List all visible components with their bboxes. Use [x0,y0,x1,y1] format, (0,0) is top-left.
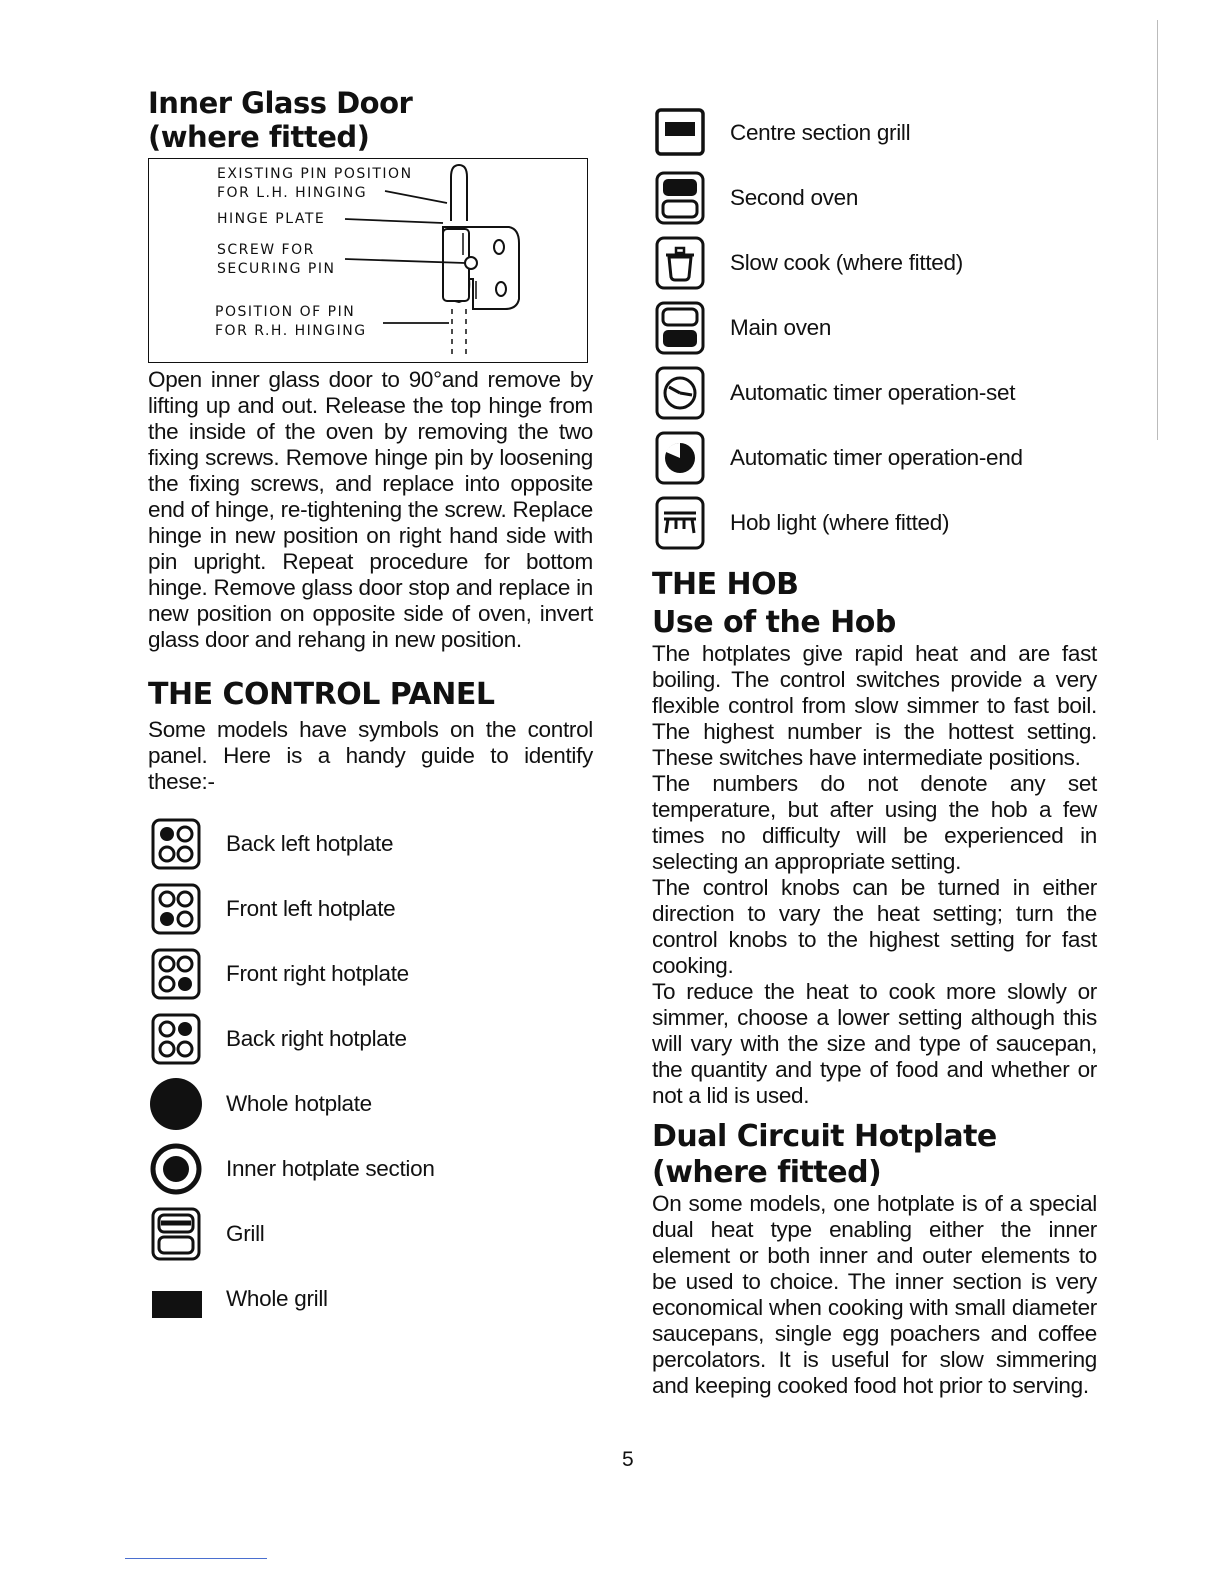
hob-title: THE HOB [652,567,799,602]
symbol-row [652,295,1097,360]
control-panel-intro: Some models have symbols on the control panel. Here is a handy guide to identify these:- [148,717,593,794]
hob-paragraph: To reduce the heat to cook more slowly or simmer, choose a lower setting although this will vary with the size and type of saucepan, the quantity and type of food and whether or not a lid is used. [652,979,1097,1108]
inner-hotplate-icon [148,1141,204,1197]
dual-title-line-2: (where fitted) [652,1155,882,1190]
existing-pin-label-1: EXISTING PIN POSITION [217,166,413,182]
symbol-label: Whole grill [226,1285,328,1311]
symbol-row [652,360,1097,425]
symbol-list-left [148,811,593,1331]
symbol-row [148,1136,593,1201]
centre-grill-icon [652,105,708,161]
symbol-label: Hob light (where fitted) [730,509,950,535]
inner-glass-door-title [148,86,593,154]
dual-title-line-1: Dual Circuit Hotplate [652,1119,997,1154]
timer-end-icon [652,430,708,486]
symbol-label: Second oven [730,184,859,210]
hob-subtitle: Use of the Hob [652,605,896,640]
symbol-row [652,165,1097,230]
symbol-label: Centre section grill [730,119,911,145]
screw-label-1: SCREW FOR [217,242,315,258]
title-line-2: (where fitted) [148,120,370,154]
symbol-label: Inner hotplate section [226,1155,435,1181]
grill-icon [148,1206,204,1262]
position-pin-label-1: POSITION OF PIN [215,304,356,320]
existing-pin-label-2: FOR L.H. HINGING [217,185,368,201]
page-number: 5 [622,1448,634,1471]
slow-cook-icon [652,235,708,291]
symbol-label: Front left hotplate [226,895,396,921]
bottom-rule [125,1558,267,1559]
symbol-row [148,1266,593,1331]
dual-circuit-text: On some models, one hotplate is of a special dual heat type enabling either the inner element or both inner and outer elements to be used to choice. The inner section is very economical when cooking with small diameter saucepans, single egg poachers and coffee percolators. It is useful for slow simmering and keeping cooked food hot prior to serving. [652,1191,1097,1398]
back-left-hotplate-icon [148,816,204,872]
hob-paragraph: The control knobs can be turned in either direction to vary the heat setting; turn the control knobs to the highest setting for fast cooking. [652,875,1097,978]
right-column [652,100,1097,1399]
symbol-label: Grill [226,1220,265,1246]
symbol-row [652,100,1097,165]
symbol-label: Front right hotplate [226,960,409,986]
back-right-hotplate-icon [148,1011,204,1067]
symbol-label: Back left hotplate [226,830,394,856]
page-edge-line [1157,20,1158,440]
main-oven-icon [652,300,708,356]
symbol-row [148,1071,593,1136]
symbol-row [148,811,593,876]
position-pin-label-2: FOR R.H. HINGING [215,323,367,339]
dual-circuit-title [652,1119,1097,1191]
second-oven-icon [652,170,708,226]
symbol-row [652,425,1097,490]
symbol-row [652,490,1097,555]
left-column [148,86,593,1331]
screw-label-2: SECURING PIN [217,261,336,277]
hob-light-icon [652,495,708,551]
hinge-plate-label: HINGE PLATE [217,211,326,227]
hinge-diagram [148,158,588,363]
symbol-label: Slow cook (where fitted) [730,249,963,275]
symbol-row [148,941,593,1006]
symbol-row [652,230,1097,295]
symbol-row [148,876,593,941]
symbol-label: Main oven [730,314,832,340]
front-left-hotplate-icon [148,881,204,937]
symbol-list-right [652,100,1097,555]
whole-hotplate-icon [148,1076,204,1132]
title-line-1: Inner Glass Door [148,86,413,120]
inner-glass-door-text: Open inner glass door to 90°and remove by lifting up and out. Release the top hinge from the inside of the oven by removing the two fixing screws. Remove hinge pin by loosening the fixing screws, and replace into opposite end of hinge, re-tightening the screw. Replace hinge in new position on right hand side with pin upright. Repeat procedure for bottom hinge. Remove glass door stop and replace in new position on opposite side of oven, invert glass door and rehang in new position. [148,367,593,652]
symbol-row [148,1006,593,1071]
symbol-row [148,1201,593,1266]
front-right-hotplate-icon [148,946,204,1002]
symbol-label: Back right hotplate [226,1025,407,1051]
hob-paragraph: The hotplates give rapid heat and are fast boiling. The control switches provide a very flexible control from slow simmer to fast boil. The highest number is the hottest setting. These switches have intermediate positions. [652,641,1097,770]
whole-grill-icon [148,1271,204,1327]
hob-paragraph: The numbers do not denote any set temperature, but after using the hob a few times no difficulty will be experienced in selecting an appropriate setting. [652,771,1097,874]
symbol-label: Automatic timer operation-end [730,444,1023,470]
symbol-label: Automatic timer operation-set [730,379,1016,405]
symbol-label: Whole hotplate [226,1090,372,1116]
timer-set-icon [652,365,708,421]
control-panel-title: THE CONTROL PANEL [148,677,495,712]
